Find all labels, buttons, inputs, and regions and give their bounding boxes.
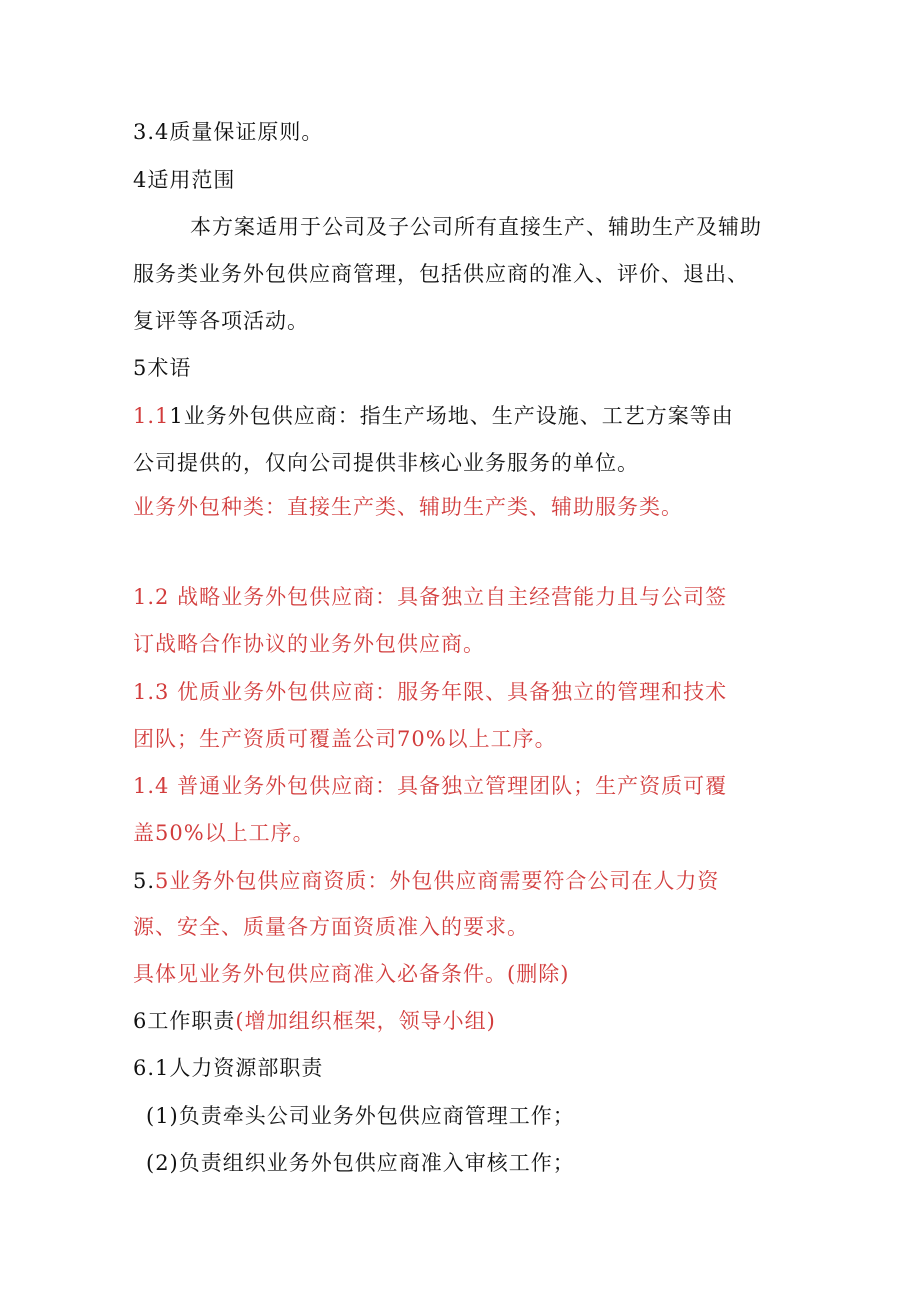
term-1-1-continuation: 公司提供的，仅向公司提供非核心业务服务的单位。 [133,451,639,475]
scope-paragraph-line-2: 服务类业务外包供应商管理，包括供应商的准入、评价、退出、 [133,262,749,286]
term-5-5-prefix: 5. [133,869,156,893]
scope-paragraph-line-1: 本方案适用于公司及子公司所有直接生产、辅助生产及辅助 [190,215,762,239]
term-1-1-number: 1.1 [133,404,170,428]
term-5-5-continuation: 源、安全、质量各方面资质准入的要求。 [133,915,529,939]
term-5-5-line [133,866,719,896]
term-1-4-continuation: 盖50%以上工序。 [133,821,315,845]
section-6-heading: 6工作职责 [133,1009,236,1033]
term-1-1-definition: 1业务外包供应商：指生产场地、生产设施、工艺方案等由 [169,404,734,428]
term-1-3-line: 1.3 优质业务外包供应商：服务年限、具备独立的管理和技术 [133,680,728,704]
section-4-heading: 4适用范围 [133,168,236,192]
section-6-1-heading: 6.1人力资源部职责 [133,1056,324,1080]
deleted-note-line: 具体见业务外包供应商准入必备条件。(删除) [133,962,570,986]
scope-paragraph-line-3: 复评等各项活动。 [133,309,309,333]
duty-item-2: (2)负责组织业务外包供应商准入审核工作； [146,1151,575,1175]
term-1-3-continuation: 团队；生产资质可覆盖公司70%以上工序。 [133,727,557,751]
section-6-heading-line [133,1006,496,1036]
term-1-2-line: 1.2 战略业务外包供应商：具备独立自主经营能力且与公司签 [133,585,728,609]
section-5-heading: 5术语 [133,356,192,380]
duty-item-1: (1)负责牵头公司业务外包供应商管理工作； [146,1104,575,1128]
section-3-4-line: 3.4质量保证原则。 [133,120,324,144]
term-5-5-definition: 5业务外包供应商资质：外包供应商需要符合公司在人力资 [155,869,720,893]
term-1-2-continuation: 订战略合作协议的业务外包供应商。 [133,632,485,656]
term-1-4-line: 1.4 普通业务外包供应商：具备独立管理团队；生产资质可覆 [133,774,728,798]
term-1-1-line [133,401,734,431]
section-6-note: (增加组织框架，领导小组) [235,1009,496,1033]
outsourcing-types-line: 业务外包种类：直接生产类、辅助生产类、辅助服务类。 [133,495,683,519]
